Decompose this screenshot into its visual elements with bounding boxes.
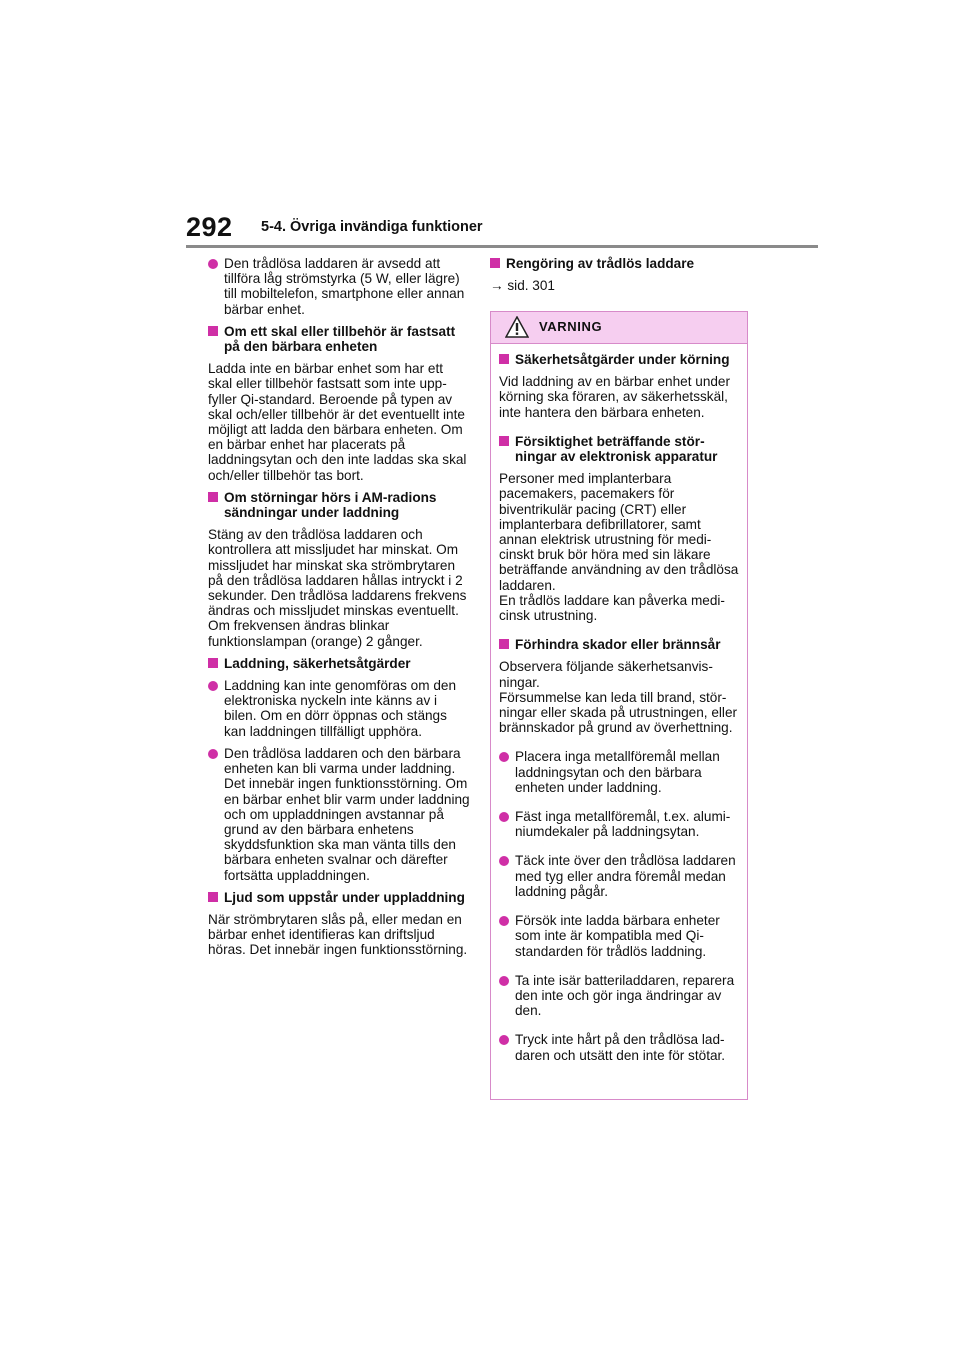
paragraph-continued: Försummelse kan leda till brand, störningar eller skada på utrustningen, eller brännskador på grund av överhettning. <box>499 689 738 736</box>
subheading-text: Ljud som uppstår under uppladdning <box>224 889 465 905</box>
bullet-item <box>499 1032 739 1062</box>
bullet-item <box>208 256 470 317</box>
bullet-text: Placera inga metallföremål mellan laddningsytan och den bärbara enheten under laddning. <box>515 749 720 795</box>
bullet-text: Laddning kan inte genomföras om den elektroniska nyckeln inte känns av i bilen. Om en dörr öppnas och stängs kan laddningen tillfälligt upphöra. <box>224 678 457 739</box>
bullet-item <box>499 913 739 959</box>
square-bullet-icon <box>208 658 218 668</box>
subheading-text: Försiktighet beträffande störningar av elektronisk apparatur <box>515 433 718 465</box>
bullet-text: Fäst inga metallföremål, t.ex. aluminiumdekaler på laddningsytan. <box>515 809 731 840</box>
bullet-dot-icon <box>499 812 509 822</box>
bullet-dot-icon <box>208 259 218 269</box>
page-header <box>186 212 818 248</box>
bullet-text: Tryck inte hårt på den trådlösa laddaren och utsätt den inte för stötar. <box>515 1032 726 1063</box>
subheading-text: Rengöring av trådlös laddare <box>506 256 695 271</box>
square-bullet-icon <box>208 892 218 902</box>
subheading-text: Om ett skal eller tillbehör är fastsatt på den bärbara enheten <box>224 323 456 355</box>
square-bullet-icon <box>499 354 509 364</box>
subheading <box>208 324 470 354</box>
bullet-text: Försök inte ladda bärbara enheter som inte är kompatibla med Qi-standarden för trådlös laddning. <box>515 913 720 959</box>
bullet-item <box>499 809 739 839</box>
paragraph: Observera följande säkerhetsanvisningar. <box>499 659 713 690</box>
subheading <box>208 656 470 671</box>
square-bullet-icon <box>208 326 218 336</box>
subheading <box>499 352 739 367</box>
paragraph: Vid laddning av en bärbar enhet under körning ska föraren, av säkerhetsskäl, inte hantera den bärbara enheten. <box>499 374 731 420</box>
subheading-text: Förhindra skador eller brännsår <box>515 637 721 653</box>
subheading-text: Säkerhetsåtgärder under körning <box>515 352 730 367</box>
warning-box <box>490 311 748 1100</box>
bullet-dot-icon <box>208 749 218 759</box>
bullet-dot-icon <box>499 752 509 762</box>
bullet-text-continued: Det innebär ingen funktionsstörning. Om en bärbar enhet blir varm under laddning och om uppladdningen avstannar på grund av den bärbara enhetens skyddsfunktion ska man vänta tills den bärbara enheten svalnar och därefter fortsätta uppladdningen. <box>224 776 470 883</box>
left-column <box>208 256 470 965</box>
paragraph: Personer med implanterbara pacemakers, pacemakers för biventrikulär pacing (CRT) eller implanterbara defibrillatorer, samt annan elektrisk utrustning för medicinskt bruk bör höra med sin läkare beträffande användning av den trådlösa laddaren. <box>499 471 739 593</box>
warning-body <box>491 344 747 1063</box>
bullet-item <box>208 678 470 739</box>
bullet-text: Täck inte över den trådlösa laddaren med tyg eller andra föremål medan laddning pågår. <box>515 853 736 899</box>
bullet-dot-icon <box>208 681 218 691</box>
bullet-item <box>499 973 739 1019</box>
bullet-item <box>499 853 739 899</box>
subheading-text: Om störningar hörs i AM-radions sändningar under laddning <box>224 489 437 521</box>
subheading <box>499 434 739 464</box>
bullet-text: Ta inte isär batteriladdaren, reparera den inte och gör inga ändringar av den. <box>515 972 735 1019</box>
warning-title: VARNING <box>539 319 603 334</box>
page-reference-link[interactable]: → sid. 301 <box>490 278 555 294</box>
subheading-text: Laddning, säkerhetsåtgärder <box>224 655 411 671</box>
subheading <box>499 637 739 652</box>
square-bullet-icon <box>499 436 509 446</box>
warning-triangle-icon <box>505 316 529 338</box>
page-number: 292 <box>186 212 233 242</box>
bullet-dot-icon <box>499 976 509 986</box>
square-bullet-icon <box>208 492 218 502</box>
subheading <box>490 256 752 271</box>
subheading <box>208 490 470 520</box>
paragraph: Stäng av den trådlösa laddaren och kontrollera att missljudet har minskat. Om missljudet har minskat ska strömbrytaren på den trådlösa laddaren hållas intryckt i 2 sekunder. Den trådlösa laddarens frekvens ändras och missljudet minskas eventuellt. Om frekvensen ändras blinkar funktionslampan (orange) 2 gånger. <box>208 527 467 649</box>
subheading <box>208 890 470 905</box>
bullet-item <box>208 746 470 883</box>
warning-header <box>491 312 747 344</box>
header-rule <box>186 245 818 248</box>
square-bullet-icon <box>499 639 509 649</box>
square-bullet-icon <box>490 258 500 268</box>
section-title: 5-4. Övriga invändiga funktioner <box>261 219 483 235</box>
bullet-dot-icon <box>499 916 509 926</box>
paragraph-continued: En trådlös laddare kan påverka medicinsk utrustning. <box>499 592 725 624</box>
bullet-text: Den trådlösa laddaren är avsedd att tillföra låg strömstyrka (5 W, eller lägre) till mobiltelefon, smartphone eller annan bärbar enhet. <box>224 256 465 317</box>
paragraph: När strömbrytaren slås på, eller medan en bärbar enhet identifieras kan driftsljud höras. Det innebär ingen funktionsstörning. <box>208 911 468 958</box>
bullet-dot-icon <box>499 856 509 866</box>
right-column <box>490 256 752 307</box>
bullet-text: Den trådlösa laddaren och den bärbara enheten kan bli varma under laddning. <box>224 745 461 777</box>
paragraph: Ladda inte en bärbar enhet som har ett skal eller tillbehör fastsatt som inte uppfyller Qi-standard. Beroende på typen av skal och/eller tillbehör är det eventuellt inte möjligt att ladda den bärbara enheten. Om en bärbar enhet har placerats på laddningsytan och den inte laddas ska skal och/eller tillbehör tas bort. <box>208 361 467 483</box>
bullet-dot-icon <box>499 1035 509 1045</box>
bullet-item <box>499 749 739 795</box>
